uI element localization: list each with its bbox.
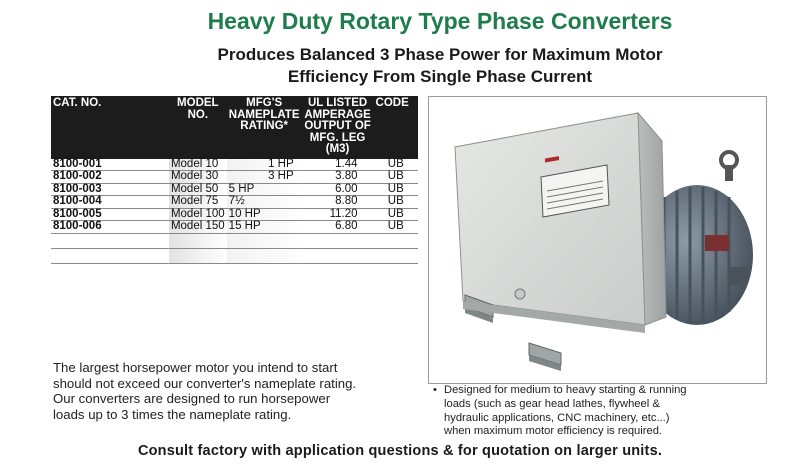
cabinet-front bbox=[455, 113, 645, 325]
header-code: CODE bbox=[374, 96, 418, 159]
page-subtitle bbox=[150, 44, 730, 88]
cell-hp: 3 HP bbox=[227, 171, 302, 184]
cell-model: Model 50 bbox=[169, 183, 227, 196]
cell-code: UB bbox=[374, 183, 418, 196]
cell-amperage: 11.20 bbox=[302, 208, 374, 221]
converter-spec-table bbox=[51, 96, 418, 264]
lifting-eye bbox=[721, 152, 737, 181]
cell-hp: 1 HP bbox=[227, 159, 302, 171]
cell-cat-no: 8100-001 bbox=[51, 159, 169, 171]
cell-model: Model 100 bbox=[170, 207, 225, 220]
cell-model: Model 75 bbox=[169, 196, 227, 209]
cell-amperage: 8.80 bbox=[302, 196, 374, 209]
cell-code: UB bbox=[374, 221, 418, 234]
table-row bbox=[51, 159, 418, 171]
cell-amperage: 1.44 bbox=[302, 159, 374, 171]
mounting-foot-right bbox=[529, 343, 561, 371]
conduit-knockout bbox=[515, 289, 525, 299]
subtitle-line-1: Produces Balanced 3 Phase Power for Maximum Motor bbox=[217, 45, 663, 64]
header-cat-no: CAT. NO. bbox=[51, 96, 169, 159]
cell-code: UB bbox=[374, 208, 418, 221]
page-title: Heavy Duty Rotary Type Phase Converters bbox=[207, 8, 673, 34]
table-row bbox=[51, 196, 418, 209]
motor-sizing-note: The largest horsepower motor you intend to start should not exceed our converter's nameplate rating. Our converters are designed to run horsepower loads up to 3 times the nameplate rating. bbox=[53, 360, 357, 422]
cell-hp: 10 HP bbox=[227, 208, 302, 221]
cell-cat-no: 8100-003 bbox=[51, 183, 169, 196]
cell-amperage: 3.80 bbox=[302, 171, 374, 184]
table-row-empty bbox=[51, 233, 418, 248]
header-model-no: MODEL NO. bbox=[169, 96, 227, 159]
footer-note: Consult factory with application questions & for quotation on larger units. bbox=[137, 443, 663, 459]
table-row bbox=[51, 171, 418, 184]
table-row bbox=[51, 208, 418, 221]
cell-cat-no: 8100-006 bbox=[51, 221, 169, 234]
header-nameplate-rating: MFG'S NAMEPLATE RATING* bbox=[227, 96, 302, 159]
cell-hp: 15 HP bbox=[227, 221, 302, 234]
bullet-dot: • bbox=[433, 384, 437, 396]
cell-code: UB bbox=[374, 171, 418, 184]
cell-model: Model 30 bbox=[169, 171, 227, 184]
cell-code: UB bbox=[374, 159, 418, 171]
cell-model: Model 10 bbox=[169, 159, 227, 171]
table-row bbox=[51, 183, 418, 196]
phase-converter-unit-icon bbox=[429, 97, 767, 384]
application-bullet: • Designed for medium to heavy starting & running loads (such as gear head lathes, flywheel & hydraulic applications, CNC machinery, etc...) when maximum motor efficiency is required. bbox=[433, 384, 687, 438]
cell-amperage: 6.80 bbox=[302, 221, 374, 234]
header-amperage: UL LISTED AMPERAGE OUTPUT OF MFG. LEG (M3) bbox=[302, 96, 374, 159]
cell-hp: 5 HP bbox=[227, 183, 302, 196]
cell-cat-no: 8100-002 bbox=[51, 171, 169, 184]
cell-cat-no: 8100-005 bbox=[51, 208, 169, 221]
subtitle-line-2: Efficiency From Single Phase Current bbox=[287, 67, 593, 86]
table-header-row bbox=[51, 96, 418, 159]
cell-hp: 7½ bbox=[227, 196, 302, 209]
table-row bbox=[51, 221, 418, 234]
table-row-empty bbox=[51, 248, 418, 263]
product-photo bbox=[428, 96, 767, 384]
cell-amperage: 6.00 bbox=[302, 183, 374, 196]
cell-code: UB bbox=[374, 196, 418, 209]
cell-cat-no: 8100-004 bbox=[51, 196, 169, 209]
cell-model: Model 150 bbox=[170, 220, 225, 232]
